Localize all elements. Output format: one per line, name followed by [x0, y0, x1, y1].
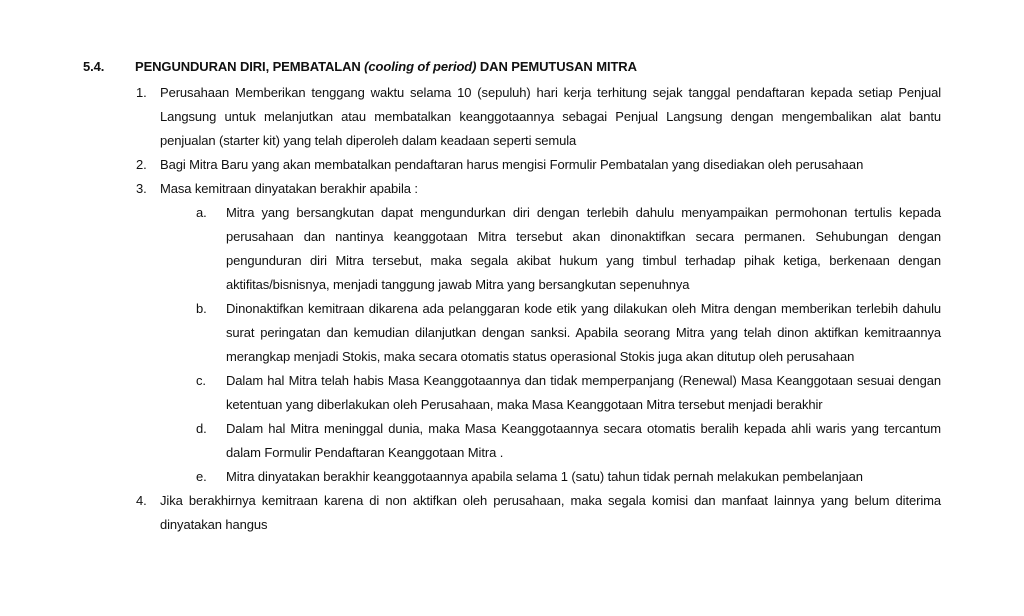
sublist-item-d: [196, 417, 941, 465]
list-item-2-text: Bagi Mitra Baru yang akan membatalkan pendaftaran harus mengisi Formulir Pembatalan yang disediakan oleh perusahaan: [160, 157, 864, 172]
sublist-item-a-text: Mitra yang bersangkutan dapat mengundurkan diri dengan terlebih dahulu menyampaikan permohonan tertulis kepada perusahaan dan nantinya keanggotaan Mitra tersebut akan dinonaktifkan secara permanen. Sehubungan dengan pengunduran diri Mitra tersebut, maka segala akibat hukum yang timbul terhadap pihak ketiga, berkenaan dengan aktifitas/bisnisnya, menjadi tanggung jawab Mitra yang bersangkutan sepenuhnya: [226, 205, 941, 292]
sublist-item-c-marker: c.: [196, 373, 206, 388]
section-title: [135, 55, 941, 79]
sublist-item-b-marker: b.: [196, 301, 207, 316]
sublist-item-e-text: Mitra dinyatakan berakhir keanggotaannya apabila selama 1 (satu) tahun tidak pernah melakukan pembelanjaan: [226, 469, 863, 484]
section-title-italic: (cooling of period): [364, 59, 477, 74]
list-item-1-marker: 1.: [136, 85, 147, 100]
lettered-sublist: [196, 201, 941, 489]
sublist-item-d-text: Dalam hal Mitra meninggal dunia, maka Masa Keanggotaannya secara otomatis beralih kepada ahli waris yang tercantum dalam Formulir Pendaftaran Keanggotaan Mitra .: [226, 421, 941, 460]
sublist-item-c: [196, 369, 941, 417]
section-title-text-2: DAN PEMUTUSAN MITRA: [476, 59, 637, 74]
list-item-3-text: Masa kemitraan dinyatakan berakhir apabila :: [160, 181, 418, 196]
sublist-item-c-text: Dalam hal Mitra telah habis Masa Keanggotaannya dan tidak memperpanjang (Renewal) Masa Keanggotaan sesuai dengan ketentuan yang diberlakukan oleh Perusahaan, maka Masa Keanggotaan Mitra tersebut menjadi berakhir: [226, 373, 941, 412]
list-item-1: [136, 81, 941, 153]
sublist-item-a: [196, 201, 941, 297]
list-item-3: [136, 177, 941, 489]
list-item-1-text: Perusahaan Memberikan tenggang waktu selama 10 (sepuluh) hari kerja terhitung sejak tanggal pendaftaran kepada setiap Penjual Langsung untuk melanjutkan atau membatalkan keanggotaannya sebagai Penjual Langsung dengan mengembalikan alat bantu penjualan (starter kit) yang telah diperoleh dalam keadaan seperti semula: [160, 85, 941, 148]
sublist-item-e-marker: e.: [196, 469, 207, 484]
sublist-item-b-text: Dinonaktifkan kemitraan dikarena ada pelanggaran kode etik yang dilakukan oleh Mitra dengan memberikan terlebih dahulu surat peringatan dan kemudian dilanjutkan dengan sanksi. Apabila seorang Mitra yang telah dinon aktifkan kemitraannya merangkap menjadi Stokis, maka secara otomatis status operasional Stokis juga akan ditutup oleh perusahaan: [226, 301, 941, 364]
list-item-4: [136, 489, 941, 537]
list-item-2-marker: 2.: [136, 157, 147, 172]
numbered-list: [136, 81, 941, 537]
list-item-3-marker: 3.: [136, 181, 147, 196]
section-title-text-1: PENGUNDURAN DIRI, PEMBATALAN: [135, 59, 365, 74]
list-item-2: [136, 153, 941, 177]
sublist-item-e: [196, 465, 941, 489]
list-item-4-marker: 4.: [136, 493, 147, 508]
list-item-4-text: Jika berakhirnya kemitraan karena di non aktifkan oleh perusahaan, maka segala komisi dan manfaat lainnya yang belum diterima dinyatakan hangus: [160, 493, 941, 532]
sublist-item-b: [196, 297, 941, 369]
section-number: 5.4.: [83, 59, 105, 74]
section-heading: [83, 55, 941, 79]
sublist-item-d-marker: d.: [196, 421, 207, 436]
sublist-item-a-marker: a.: [196, 205, 207, 220]
